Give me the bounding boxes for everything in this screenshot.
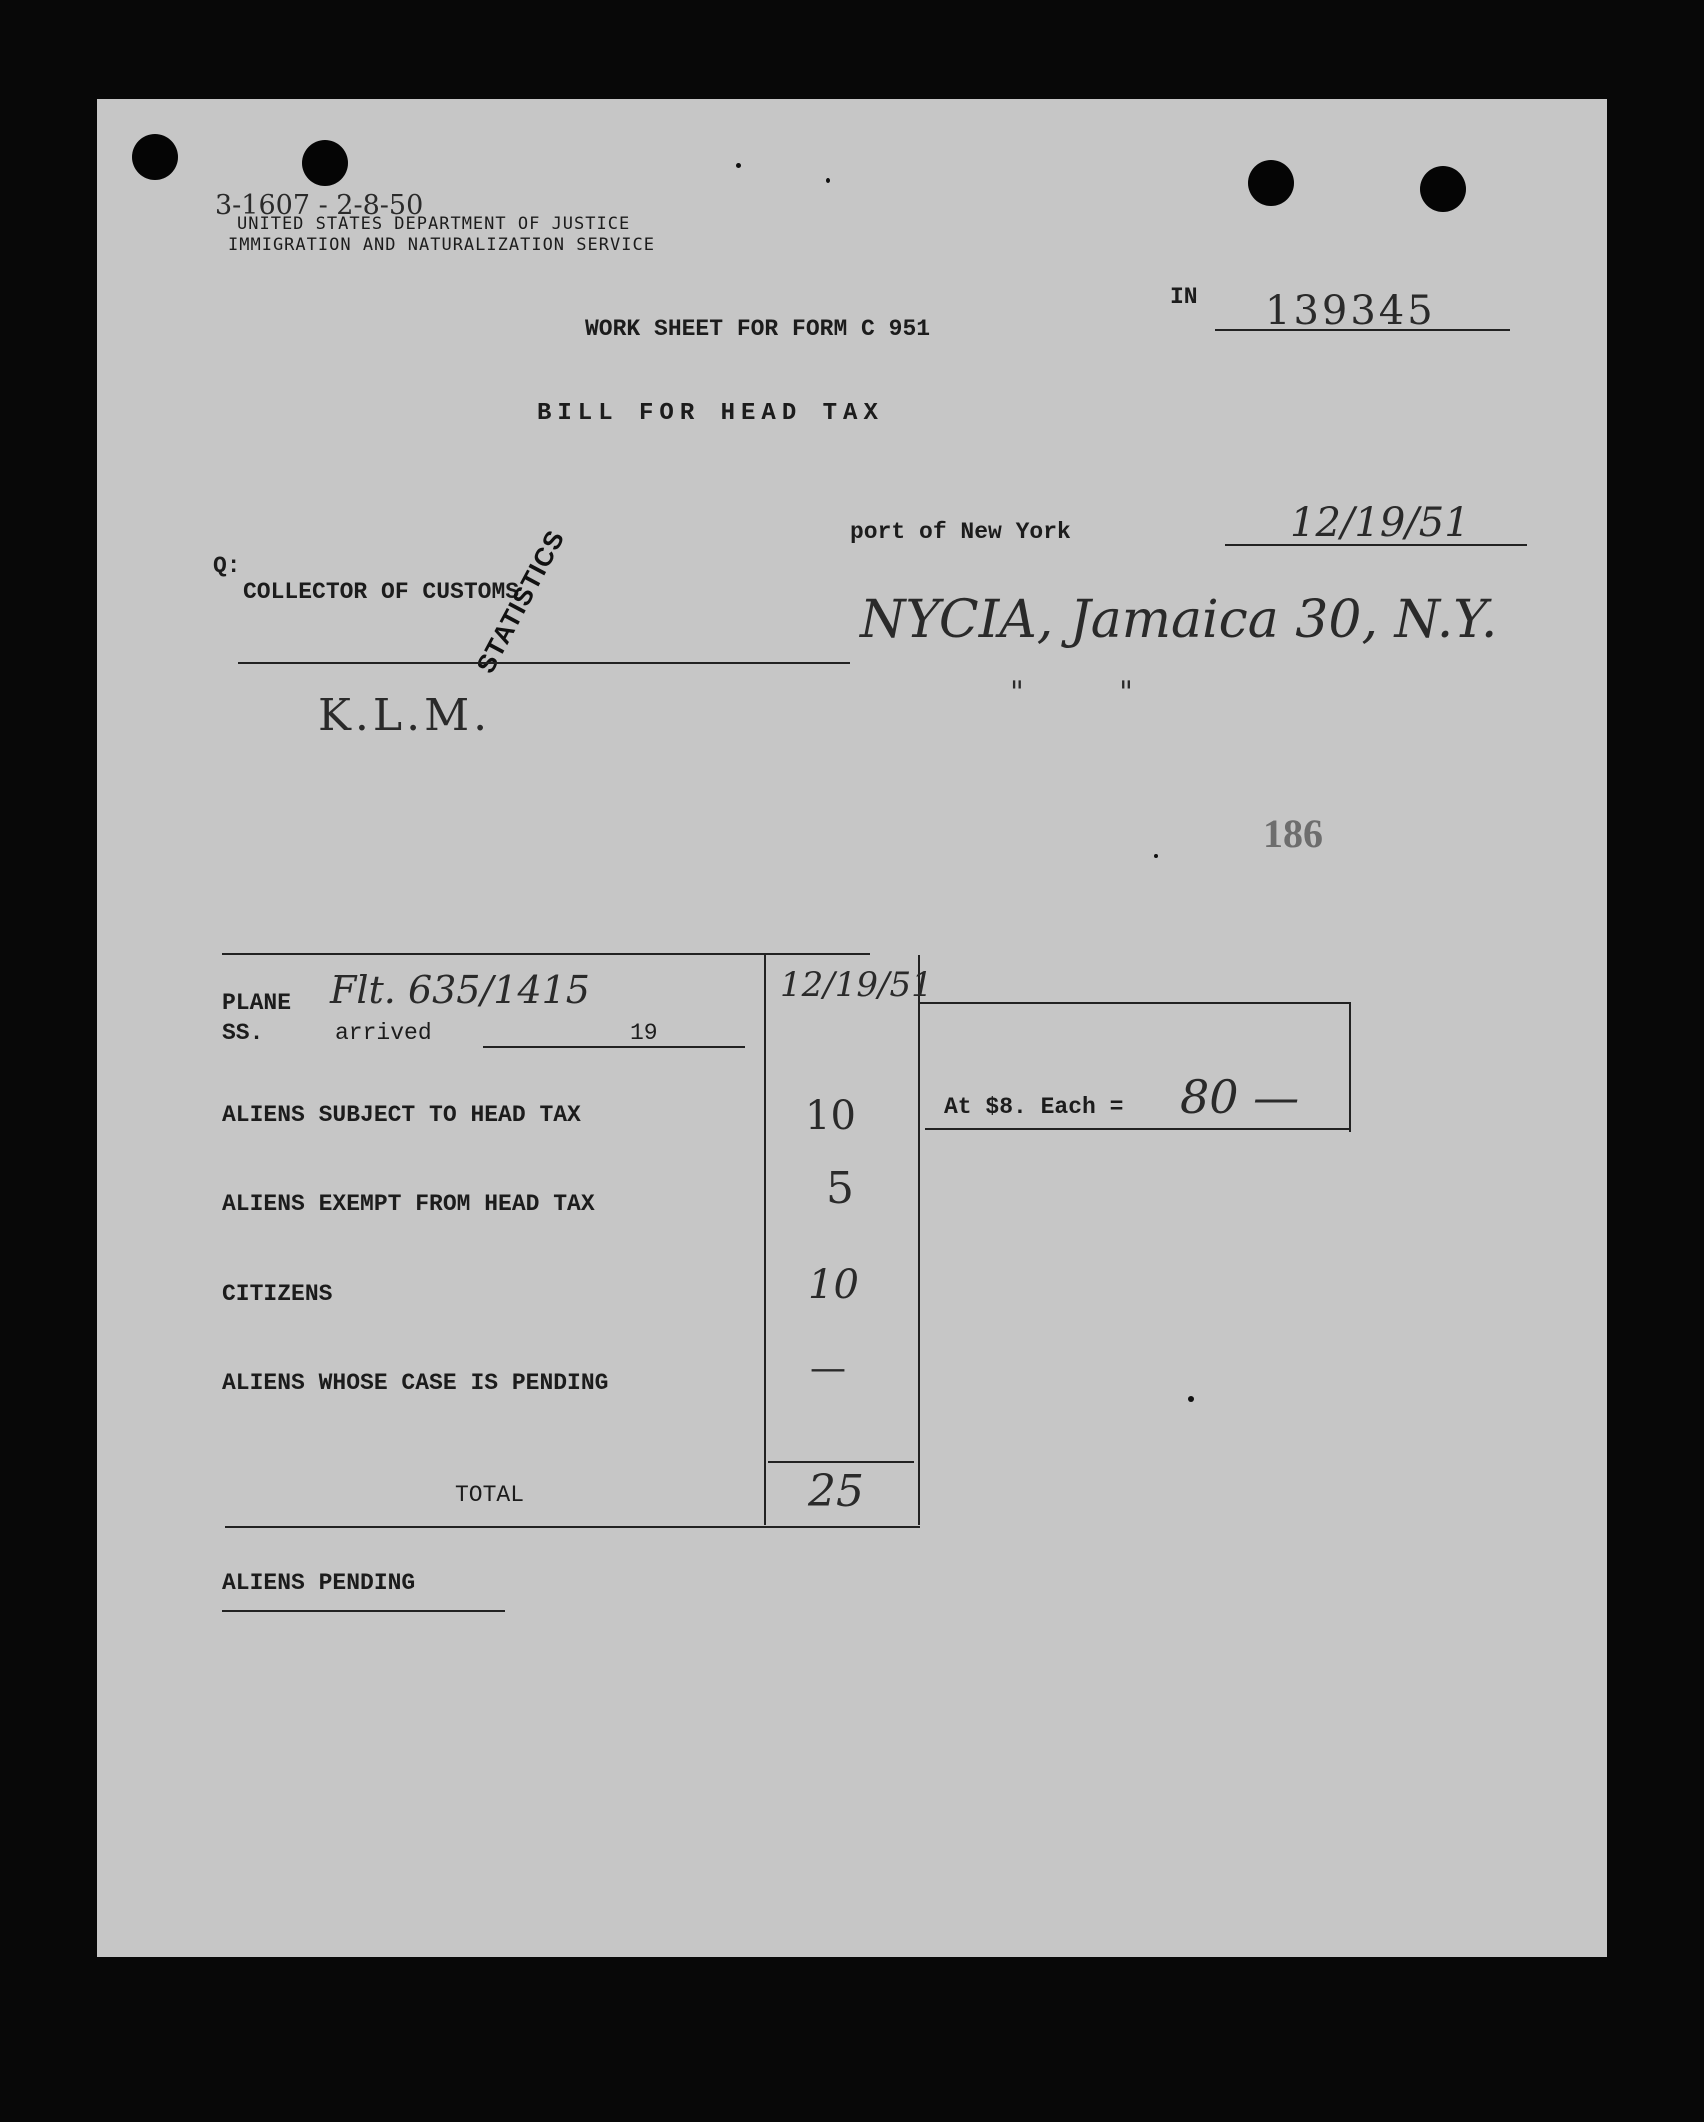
ditto-marks: " " (1010, 675, 1133, 710)
rate-label: At $8. Each = (944, 1094, 1124, 1120)
port-date: 12/19/51 (1290, 500, 1470, 546)
speck (1188, 1396, 1194, 1402)
in-number-underline (1215, 329, 1510, 331)
row-label-aliens-pending-case: ALIENS WHOSE CASE IS PENDING (222, 1370, 609, 1396)
row-value-aliens-exempt: 5 (826, 1163, 854, 1214)
carrier-name: K.L.M. (318, 690, 492, 741)
statistics-stamp: STATISTICS (470, 524, 571, 679)
rate-box-right (1349, 1002, 1351, 1132)
speck (1154, 854, 1158, 858)
addressee-underline (238, 662, 850, 664)
document-page (97, 99, 1607, 1957)
punch-hole-left-1 (132, 134, 178, 180)
port-label: port of New York (850, 519, 1071, 545)
row-label-citizens: CITIZENS (222, 1281, 333, 1307)
punch-hole-left-2 (302, 140, 348, 186)
row-value-aliens-subject: 10 (805, 1093, 856, 1139)
row-label-aliens-subject: ALIENS SUBJECT TO HEAD TAX (222, 1102, 581, 1128)
total-value: 25 (808, 1466, 864, 1517)
department-name: UNITED STATES DEPARTMENT OF JUSTICE (237, 214, 631, 234)
rate-amount: 80 — (1180, 1070, 1300, 1124)
speck (826, 178, 830, 183)
aliens-pending-label: ALIENS PENDING (222, 1570, 416, 1596)
punch-hole-right-1 (1248, 160, 1294, 206)
addressee: COLLECTOR OF CUSTOMS (243, 579, 520, 605)
airport-note: NYCIA, Jamaica 30, N.Y. (860, 590, 1498, 650)
rate-box-top (920, 1002, 1350, 1004)
row-label-aliens-exempt: ALIENS EXEMPT FROM HEAD TAX (222, 1191, 595, 1217)
year-prefix: 19 (630, 1020, 658, 1046)
arrival-date: 12/19/51 (780, 965, 933, 1005)
total-label: TOTAL (455, 1482, 525, 1508)
arrived-label: arrived (335, 1020, 432, 1046)
table-divider-left (764, 955, 766, 1525)
table-top-rule (222, 953, 870, 955)
aliens-pending-underline (222, 1610, 505, 1612)
page-number: 186 (1263, 811, 1323, 856)
rate-box-bottom (925, 1128, 1351, 1130)
table-bottom-rule (225, 1526, 920, 1528)
port-date-underline (1225, 544, 1527, 546)
service-name: IMMIGRATION AND NATURALIZATION SERVICE (228, 235, 655, 255)
bill-title: BILL FOR HEAD TAX (537, 400, 884, 427)
ss-label: SS. (222, 1020, 264, 1046)
arrived-underline (483, 1046, 745, 1048)
worksheet-title: WORK SHEET FOR FORM C 951 (585, 316, 931, 342)
punch-hole-right-2 (1420, 166, 1466, 212)
speck (736, 163, 741, 168)
to-label: Q: (213, 553, 241, 579)
row-value-citizens: 10 (808, 1262, 859, 1308)
in-number: 139345 (1265, 288, 1436, 334)
form-code: 3-1607 - 2-8-50 (215, 190, 424, 221)
total-rule (768, 1461, 914, 1463)
plane-label: PLANE (222, 990, 292, 1016)
table-divider-right (918, 955, 920, 1525)
flight-number: Flt. 635/1415 (330, 968, 590, 1012)
in-label: IN (1170, 284, 1198, 310)
row-value-aliens-pending-case: — (810, 1348, 846, 1389)
